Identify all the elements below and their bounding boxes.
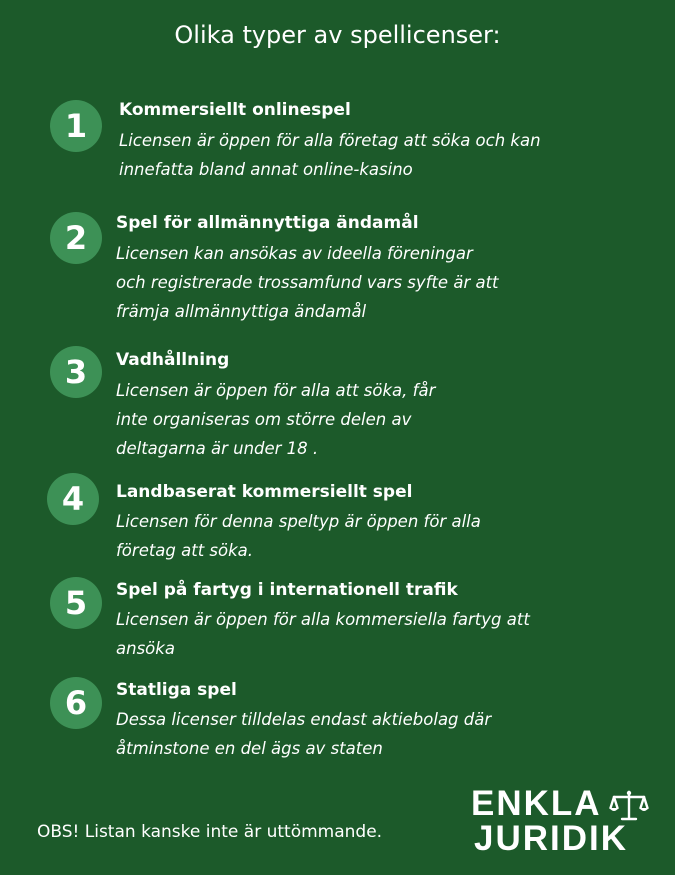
description-line: främja allmännyttiga ändamål [116,302,367,321]
license-description [116,239,499,326]
description-line: och registrerade trossamfund vars syfte är att [116,273,499,292]
description-line: Licensen är öppen för alla kommersiella fartyg att [116,610,530,629]
number-badge: 2 [50,212,102,264]
license-description [116,507,481,565]
license-heading: Vadhållning [116,350,230,370]
logo-line-2: JURIDIK [474,819,629,858]
description-line: Licensen för denna speltyp är öppen för alla [116,512,481,531]
license-description [116,605,530,663]
number-badge: 5 [50,577,102,629]
description-line: Licensen är öppen för alla företag att söka och kan [119,131,541,150]
description-line: Licensen är öppen för alla att söka, får [116,381,436,400]
description-line: åtminstone en del ägs av staten [116,739,383,758]
description-line: inte organiseras om större delen av [116,410,412,429]
description-line: deltagarna är under 18 . [116,439,319,458]
description-line: Dessa licenser tilldelas endast aktiebolag där [116,710,492,729]
license-heading: Landbaserat kommersiellt spel [116,482,413,502]
license-heading: Statliga spel [116,680,237,700]
disclaimer-note: OBS! Listan kanske inte är uttömmande. [37,822,383,842]
number-badge: 6 [50,677,102,729]
description-line: företag att söka. [116,541,254,560]
license-heading: Spel på fartyg i internationell trafik [116,580,458,600]
number-badge: 1 [50,100,102,152]
enkla-juridik-logo [471,786,651,862]
number-badge: 3 [50,346,102,398]
license-heading: Spel för allmännyttiga ändamål [116,213,419,233]
license-description [119,126,541,184]
description-line: ansöka [116,639,175,658]
number-badge: 4 [47,473,99,525]
license-description [116,705,491,763]
scales-of-justice-icon [609,790,649,822]
license-heading: Kommersiellt onlinespel [119,100,351,120]
license-description [116,376,435,463]
page-title: Olika typer av spellicenser: [174,21,501,49]
description-line: Licensen kan ansökas av ideella föreningar [116,244,473,263]
description-line: innefatta bland annat online-kasino [119,160,413,179]
logo-line-1: ENKLA [471,784,602,823]
